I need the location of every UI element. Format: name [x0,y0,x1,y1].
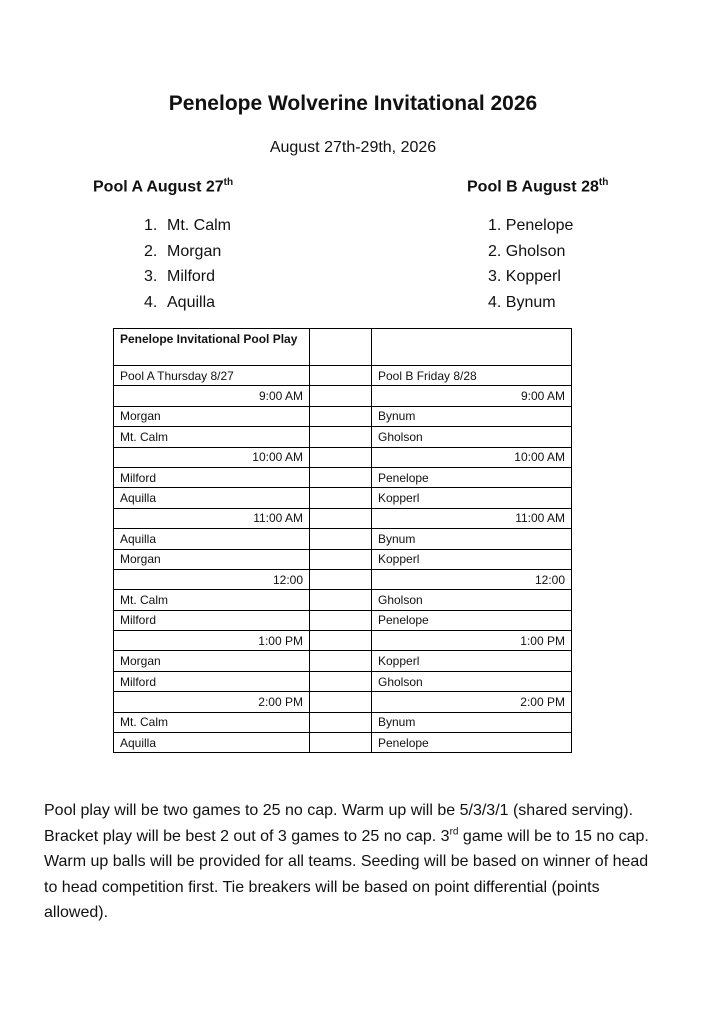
empty-cell [310,508,372,528]
table-header-row [114,329,572,366]
pool-a-team-list [144,213,231,315]
empty-cell [310,610,372,630]
pool-a-heading-sup: th [223,177,234,188]
time-row [114,447,572,467]
pool-b-team-cell: Kopperl [372,488,572,508]
page-title: Penelope Wolverine Invitational 2026 [168,92,538,115]
pool-b-label-cell: Pool B Friday 8/28 [372,366,572,386]
pool-a-team-cell: Milford [114,610,310,630]
pool-b-team-cell: Penelope [372,733,572,753]
pool-b-time-cell: 10:00 AM [372,447,572,467]
pool-a-time-cell: 10:00 AM [114,447,310,467]
pool-a-heading-text: Pool A August 27 [93,178,224,196]
match-row [114,671,572,691]
time-row [114,631,572,651]
pool-a-team-item [144,239,231,265]
pool-a-time-cell: 11:00 AM [114,508,310,528]
pool-b-heading [467,177,608,196]
pool-b-time-cell: 2:00 PM [372,692,572,712]
match-row [114,427,572,447]
pool-a-team-cell: Morgan [114,651,310,671]
pool-b-team-list [488,213,573,315]
empty-cell [310,427,372,447]
rules-text-part1: Pool play will be two games to 25 no cap. Warm up will be 5/3/3/1 (shared serving). Bracket play will be best 2 out of 3 games to 25 no cap. 3 [44,802,634,845]
empty-cell [310,447,372,467]
pool-a-team-name: Morgan [167,242,222,260]
rules-text-sup: rd [449,826,459,838]
pool-a-heading [93,177,233,196]
pool-a-team-item [144,264,231,290]
rules-text-part2: game will be to 15 no cap. Warm up balls will be provided for all teams. Seeding will be based on winner of head to head competition first. Tie breakers will be based on point differential (points allowed). [44,827,649,921]
empty-cell [310,671,372,691]
pool-a-team-cell: Morgan [114,406,310,426]
table-title-cell: Penelope Invitational Pool Play [114,329,310,366]
pool-a-time-cell: 9:00 AM [114,386,310,406]
pool-b-time-cell: 12:00 [372,569,572,589]
match-row [114,488,572,508]
match-row [114,549,572,569]
pool-b-team-cell: Penelope [372,467,572,487]
rules-paragraph [44,798,654,926]
match-row [114,406,572,426]
pool-a-team-cell: Aquilla [114,488,310,508]
pool-b-team-item: 1. Penelope [488,217,574,234]
pool-b-team-cell: Bynum [372,712,572,732]
pool-a-team-cell: Mt. Calm [114,712,310,732]
time-row [114,692,572,712]
empty-cell [310,386,372,406]
pool-b-team-cell: Bynum [372,406,572,426]
time-row [114,508,572,528]
match-row [114,590,572,610]
pool-b-team-cell: Bynum [372,529,572,549]
match-row [114,733,572,753]
match-row [114,651,572,671]
empty-cell [310,733,372,753]
empty-cell [310,329,372,366]
pool-a-team-cell: Mt. Calm [114,427,310,447]
empty-cell [310,569,372,589]
pool-b-time-cell: 11:00 AM [372,508,572,528]
match-row [114,712,572,732]
pool-b-time-cell: 9:00 AM [372,386,572,406]
schedule-table [113,328,572,753]
pool-a-time-cell: 1:00 PM [114,631,310,651]
pool-b-team-cell: Gholson [372,427,572,447]
pool-b-team-cell: Kopperl [372,651,572,671]
pool-b-heading-sup: th [598,177,609,188]
pool-b-team-cell: Gholson [372,590,572,610]
pool-a-label-cell: Pool A Thursday 8/27 [114,366,310,386]
pool-a-team-item [144,213,231,239]
empty-cell [310,590,372,610]
empty-cell [310,529,372,549]
pool-b-time-cell: 1:00 PM [372,631,572,651]
empty-cell [310,406,372,426]
pool-a-team-number: 3. [144,268,158,285]
empty-cell [310,549,372,569]
match-row [114,610,572,630]
match-row [114,467,572,487]
empty-cell [310,712,372,732]
pool-b-team-item: 4. Bynum [488,293,556,311]
time-row [114,569,572,589]
pool-b-team-cell: Kopperl [372,549,572,569]
empty-cell [310,692,372,712]
pool-a-team-item [144,290,231,316]
match-row [114,529,572,549]
pool-b-team-cell: Penelope [372,610,572,630]
pool-a-team-number: 2. [144,242,158,260]
pool-a-team-number: 1. [144,217,158,234]
pool-a-time-cell: 12:00 [114,569,310,589]
pool-b-heading-text: Pool B August 28 [467,178,599,196]
pool-a-team-name: Aquilla [167,293,216,311]
pool-a-team-cell: Mt. Calm [114,590,310,610]
pool-a-time-cell: 2:00 PM [114,692,310,712]
pool-b-team-item: 2. Gholson [488,242,566,260]
pool-label-row [114,366,572,386]
pool-a-team-number: 4. [144,293,158,311]
empty-cell [310,651,372,671]
empty-cell [310,366,372,386]
pool-a-team-name: Milford [167,268,216,285]
empty-cell [310,631,372,651]
pool-a-team-cell: Morgan [114,549,310,569]
pool-a-team-cell: Aquilla [114,529,310,549]
empty-cell [310,488,372,508]
pool-a-team-name: Mt. Calm [167,217,231,234]
pool-b-team-cell: Gholson [372,671,572,691]
event-dates: August 27th-29th, 2026 [269,139,437,156]
pool-b-team-item: 3. Kopperl [488,268,561,285]
empty-cell [310,467,372,487]
pool-a-team-cell: Milford [114,467,310,487]
time-row [114,386,572,406]
pool-a-team-cell: Aquilla [114,733,310,753]
empty-cell [372,329,572,366]
pool-a-team-cell: Milford [114,671,310,691]
